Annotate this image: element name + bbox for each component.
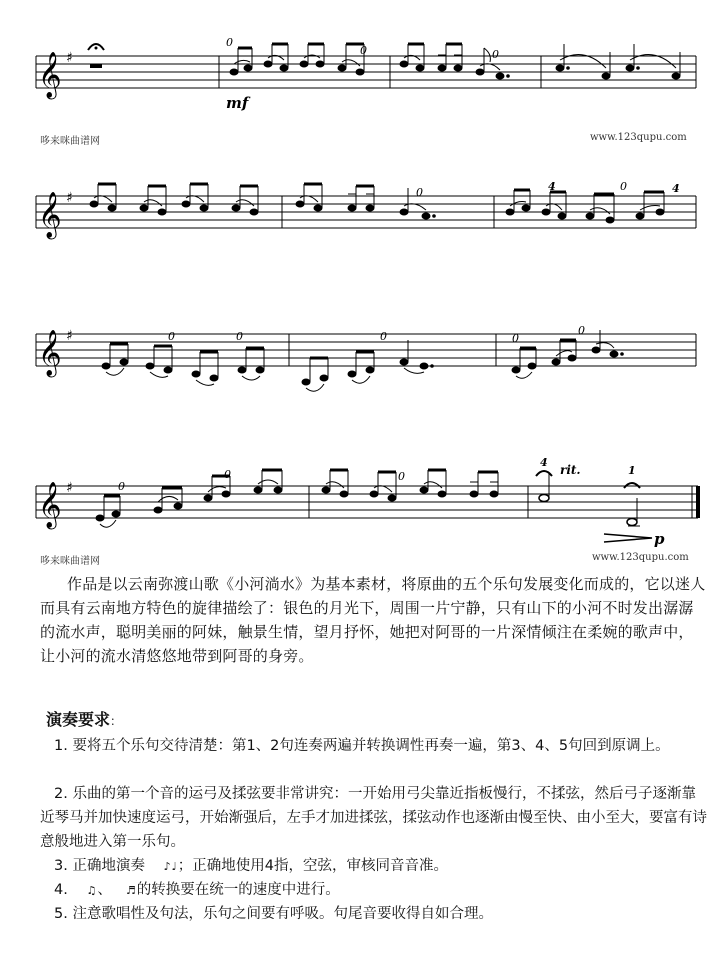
requirement-item-4	[40, 878, 708, 903]
item-text: ；正确地使用4指，空弦，审核同音音准。	[177, 858, 449, 874]
rhythm-symbol-icon: ♪♩	[163, 860, 178, 873]
open-string-mark: 0	[578, 324, 585, 337]
staff-3-svg	[0, 312, 726, 402]
tempo-rit: rit.	[560, 463, 581, 477]
fermata	[536, 471, 552, 476]
requirement-item-3	[40, 854, 708, 879]
open-string-mark: 0	[380, 330, 387, 343]
treble-clef: 𝄞	[38, 330, 62, 376]
dynamic-p: p	[654, 530, 665, 548]
requirements-heading	[46, 707, 122, 730]
open-string-mark: 0	[224, 468, 231, 481]
staff-system-1	[0, 22, 726, 122]
requirement-item-5	[40, 902, 708, 926]
staff-4-svg	[0, 452, 726, 552]
staff-1-svg	[0, 22, 726, 122]
open-string-mark: 0	[226, 36, 233, 49]
item-number: 5.	[54, 906, 68, 922]
open-string-mark: 0	[360, 44, 367, 57]
separator: 、	[97, 882, 112, 898]
requirements-colon: ：	[110, 714, 123, 728]
requirement-item-1	[40, 734, 708, 758]
diminuendo-hairpin	[604, 534, 652, 542]
open-string-mark: 0	[118, 480, 125, 493]
treble-clef: 𝄞	[38, 52, 62, 98]
sharp-sign: ♯	[66, 190, 73, 206]
watermark-site-name: 哆来咪曲谱网	[40, 556, 100, 567]
item-text: 正确地演奏	[72, 858, 145, 874]
open-string-mark: 0	[492, 48, 499, 61]
watermark-url: www.123qupu.com	[590, 132, 687, 143]
item-text: 的转换要在统一的速度中进行。	[136, 882, 340, 898]
finger-4-mark: 4	[672, 182, 680, 195]
open-string-mark: 0	[512, 332, 519, 345]
item-text: 乐曲的第一个音的运弓及揉弦要非常讲究：一开始用弓尖靠近指板慢行，不揉弦，然后弓子逐渐靠近琴马并加快速度运弓，开始渐强后，左手才加进揉弦，揉弦动作也逐渐由慢至快、由小至大，要富有诗意般地进入第一乐句。	[40, 786, 707, 850]
item-number: 4.	[54, 882, 68, 898]
sharp-sign: ♯	[66, 50, 73, 66]
whole-rest	[90, 64, 102, 68]
item-number: 3.	[54, 858, 68, 874]
requirement-item-2	[40, 782, 708, 854]
item-text: 注意歌唱性及句法，乐句之间要有呼吸。句尾音要收得自如合理。	[72, 906, 493, 922]
open-string-mark: 0	[236, 330, 243, 343]
finger-4-mark: 4	[548, 180, 556, 193]
staff-system-4	[0, 452, 726, 552]
treble-clef: 𝄞	[38, 482, 62, 528]
item-text: 要将五个乐句交待清楚：第1、2句连奏两遍并转换调性再奏一遍，第3、4、5句回到原调上。	[72, 738, 670, 754]
finger-4-mark: 4	[540, 456, 548, 469]
staff-system-3	[0, 312, 726, 402]
open-string-mark: 0	[416, 186, 423, 199]
sharp-sign: ♯	[66, 328, 73, 344]
treble-clef: 𝄞	[38, 192, 62, 238]
final-barline	[696, 486, 700, 518]
rhythm-symbol-icon: ♫	[86, 884, 98, 897]
staff-system-2	[0, 172, 726, 262]
half-note	[539, 495, 549, 502]
item-number: 1.	[54, 738, 68, 754]
open-string-mark: 0	[620, 180, 627, 193]
staff-2-svg	[0, 172, 726, 262]
watermark-site-name: 哆来咪曲谱网	[40, 136, 100, 147]
item-number: 2.	[54, 786, 68, 802]
dynamic-mf: mf	[226, 94, 249, 112]
open-string-mark: 0	[168, 330, 175, 343]
sharp-sign: ♯	[66, 480, 73, 496]
watermark-url: www.123qupu.com	[592, 552, 689, 563]
requirements-title: 演奏要求	[46, 710, 111, 729]
half-note	[627, 519, 637, 526]
finger-1-mark: 1	[628, 464, 636, 477]
rhythm-symbol-icon: ♬	[125, 884, 137, 897]
open-string-mark: 0	[398, 470, 405, 483]
intro-paragraph: 作品是以云南弥渡山歌《小河淌水》为基本素材，将原曲的五个乐句发展变化而成的，它以迷人而具有云南地方特色的旋律描绘了：银色的月光下，周围一片宁静，只有山下的小河不时发出潺潺的流水声，聪明美丽的阿妹，触景生情，望月抒怀，她把对阿哥的一片深情倾注在柔婉的歌声中，让小河的流水清悠悠地带到阿哥的身旁。	[40, 575, 706, 665]
